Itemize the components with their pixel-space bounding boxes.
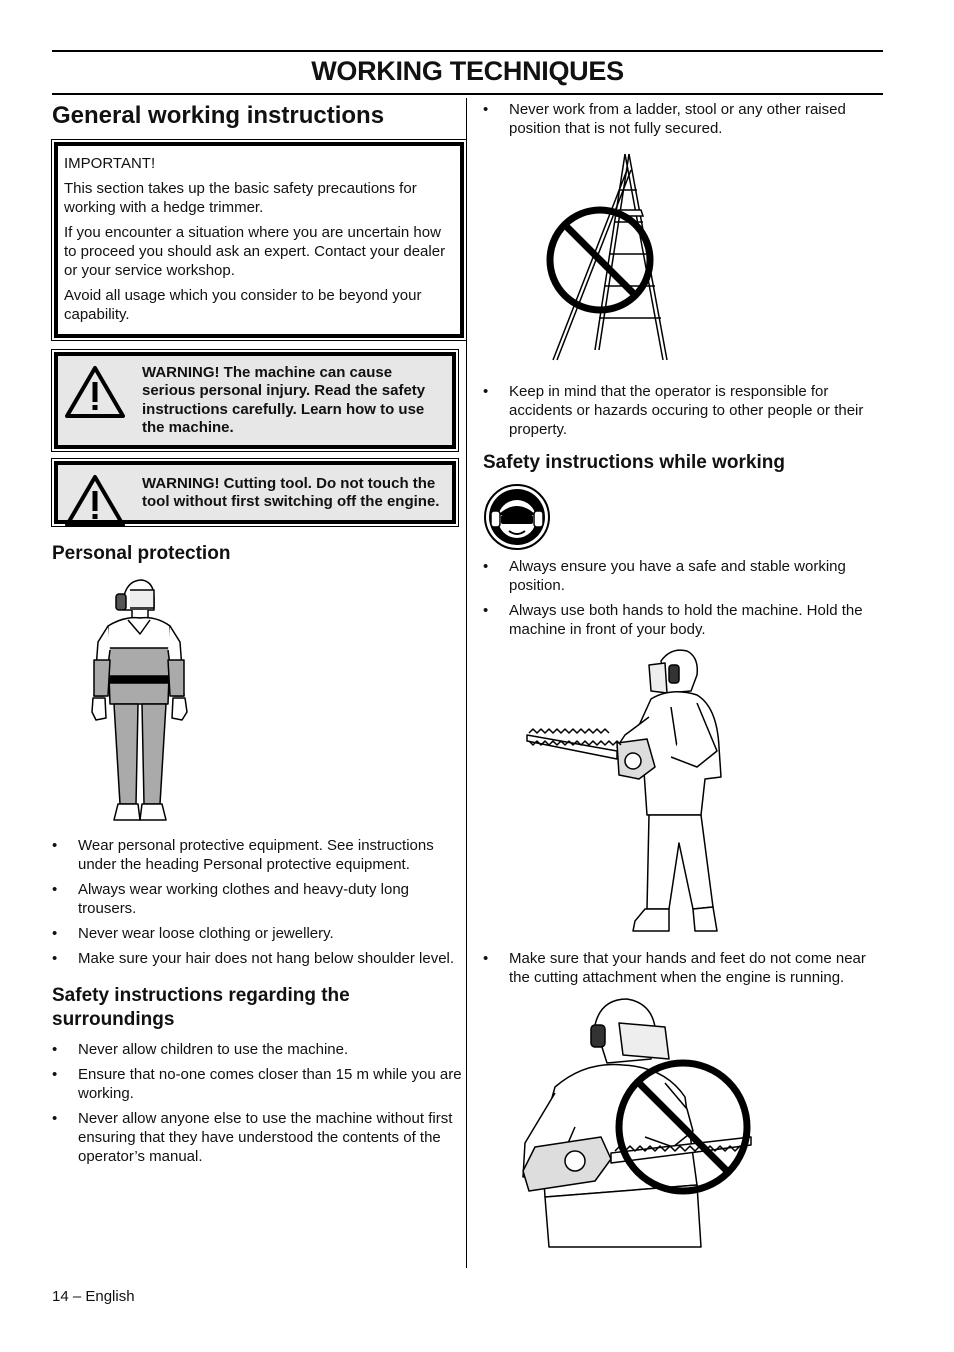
list-item: • Make sure that your hands and feet do not come near the cutting attachment when the engine is running. <box>483 949 888 987</box>
list-item: • Always wear working clothes and heavy-duty long trousers. <box>52 880 462 918</box>
hands-feet-list <box>483 949 888 987</box>
raised-position-list <box>483 100 888 138</box>
warning-text: WARNING! The machine can cause serious personal injury. Read the safety instructions carefully. Learn how to use the machine. <box>142 364 426 436</box>
protective-clothing-illustration <box>84 576 214 826</box>
ladder-prohibited-illustration <box>533 150 673 374</box>
responsibility-list <box>483 382 888 439</box>
list-item: • Never wear loose clothing or jewellery. <box>52 924 462 943</box>
list-item: • Never work from a ladder, stool or any other raised position that is not fully secured. <box>483 100 888 138</box>
warning-text: WARNING! Cutting tool. Do not touch the tool without first switching off the engine. <box>142 475 440 511</box>
warning-triangle-icon <box>64 364 126 420</box>
warning-triangle-icon <box>64 473 126 529</box>
list-item: • Make sure your hair does not hang below shoulder level. <box>52 949 462 968</box>
section-title: General working instructions <box>52 102 385 129</box>
important-paragraph: Avoid all usage which you consider to be beyond your capability. <box>64 287 422 323</box>
page-title: WORKING TECHNIQUES <box>311 56 624 86</box>
list-item: • Never allow children to use the machine. <box>52 1040 462 1059</box>
important-paragraph: This section takes up the basic safety precautions for working with a hedge trimmer. <box>64 180 417 216</box>
warning-box <box>54 352 456 449</box>
left-column <box>52 98 462 1172</box>
header-rule-top <box>52 50 883 52</box>
list-item: • Always ensure you have a safe and stable working position. <box>483 557 888 595</box>
operator-with-hedge-trimmer-illustration <box>521 647 751 939</box>
personal-protection-title: Personal protection <box>52 542 231 564</box>
list-item: • Wear personal protective equipment. See instructions under the heading Personal protective equipment. <box>52 836 462 874</box>
list-item: • Ensure that no-one comes closer than 15 m while you are working. <box>52 1065 462 1103</box>
list-item: • Keep in mind that the operator is responsible for accidents or hazards occuring to other people or their property. <box>483 382 888 439</box>
right-column <box>483 100 888 1249</box>
warning-box <box>54 461 456 524</box>
list-item: • Always use both hands to hold the machine. Hold the machine in front of your body. <box>483 601 888 639</box>
important-box <box>54 142 464 338</box>
important-paragraph: If you encounter a situation where you are uncertain how to proceed you should ask an expert. Contact your dealer or your service workshop. <box>64 224 446 279</box>
working-title: Safety instructions while working <box>483 452 785 473</box>
personal-protection-list <box>52 836 462 968</box>
surroundings-title: Safety instructions regarding the surroundings <box>52 984 350 1030</box>
list-item: • Never allow anyone else to use the machine without first ensuring that they have understood the contents of the operator’s manual. <box>52 1109 462 1166</box>
hands-near-blade-prohibited-illustration <box>515 997 755 1249</box>
protective-equipment-symbol-icon <box>483 483 551 551</box>
header-rule-bottom <box>52 93 883 95</box>
page-footer: 14 – English <box>52 1288 135 1305</box>
surroundings-list <box>52 1040 462 1166</box>
column-divider <box>466 98 467 1268</box>
important-heading: IMPORTANT! <box>64 155 156 172</box>
working-list <box>483 557 888 639</box>
